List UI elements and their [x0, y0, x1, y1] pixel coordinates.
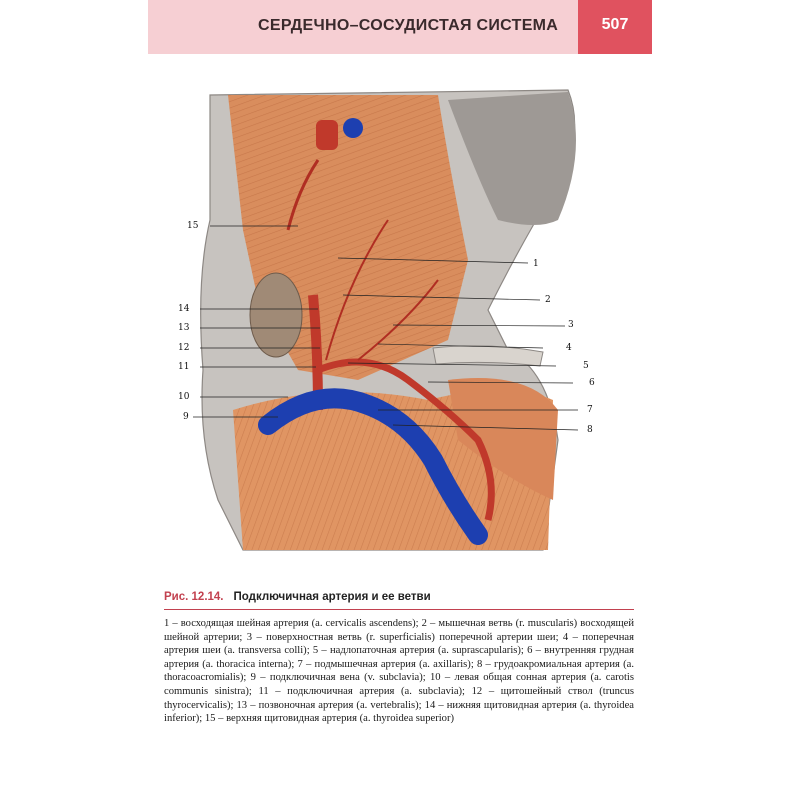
- caption-rule: [164, 609, 634, 610]
- clavicle: [433, 346, 543, 366]
- thyroid-gland: [250, 273, 302, 357]
- callout-8: 8: [587, 425, 593, 435]
- callout-15: 15: [187, 221, 199, 231]
- callout-12: 12: [178, 343, 190, 353]
- callout-4: 4: [566, 343, 572, 353]
- anatomical-illustration: [148, 80, 652, 580]
- callout-1: 1: [533, 259, 539, 269]
- callout-11: 11: [178, 362, 190, 372]
- callout-3: 3: [568, 320, 574, 330]
- callout-14: 14: [178, 304, 190, 314]
- callout-9: 9: [183, 412, 189, 422]
- callout-13: 13: [178, 323, 190, 333]
- vein-top: [343, 118, 363, 138]
- callout-7: 7: [587, 405, 593, 415]
- figure-legend: 1 – восходящая шейная артерия (a. cervicalis ascendens); 2 – мышечная ветвь (r. muscularis) восходящей шейной артерии; 3 – поверхностная ветвь (r. superficialis) поперечной артерии шеи; 4 – поперечная артерия шеи (a. transversa colli); 5 – надлопаточная артерия (a. suprascapularis); 6 – внутренняя грудная артерия (a. thoracica interna); 7 – подмышечная артерия (a. axillaris); 8 – грудоакромиальная артерия (a. thoracoacromialis); 9 – подключичная вена (v. subclavia); 10 – левая общая сонная артерия (a. carotis communis sinistra); 11 – подключичная артерия (a. subclavia); 12 – щитошейный ствол (truncus thyrocervicalis); 13 – позвоночная артерия (a. vertebralis); 14 – нижняя щитовидная артерия (a. thyroidea inferior); 15 – верхняя щитовидная артерия (a. thyroidea superior): [164, 618, 634, 725]
- chapter-title: СЕРДЕЧНО–СОСУДИСТАЯ СИСТЕМА: [258, 17, 559, 34]
- page-number: 507: [601, 16, 629, 33]
- page-number-box: [578, 0, 652, 54]
- callout-2: 2: [545, 295, 551, 305]
- figure-title: Подключичная артерия и ее ветви: [233, 591, 431, 603]
- callout-10: 10: [178, 392, 190, 402]
- figure-label: Рис. 12.14.: [164, 591, 224, 603]
- callout-5: 5: [583, 361, 589, 371]
- figure-caption: [164, 591, 431, 603]
- callout-6: 6: [589, 378, 595, 388]
- artery-top: [316, 120, 338, 150]
